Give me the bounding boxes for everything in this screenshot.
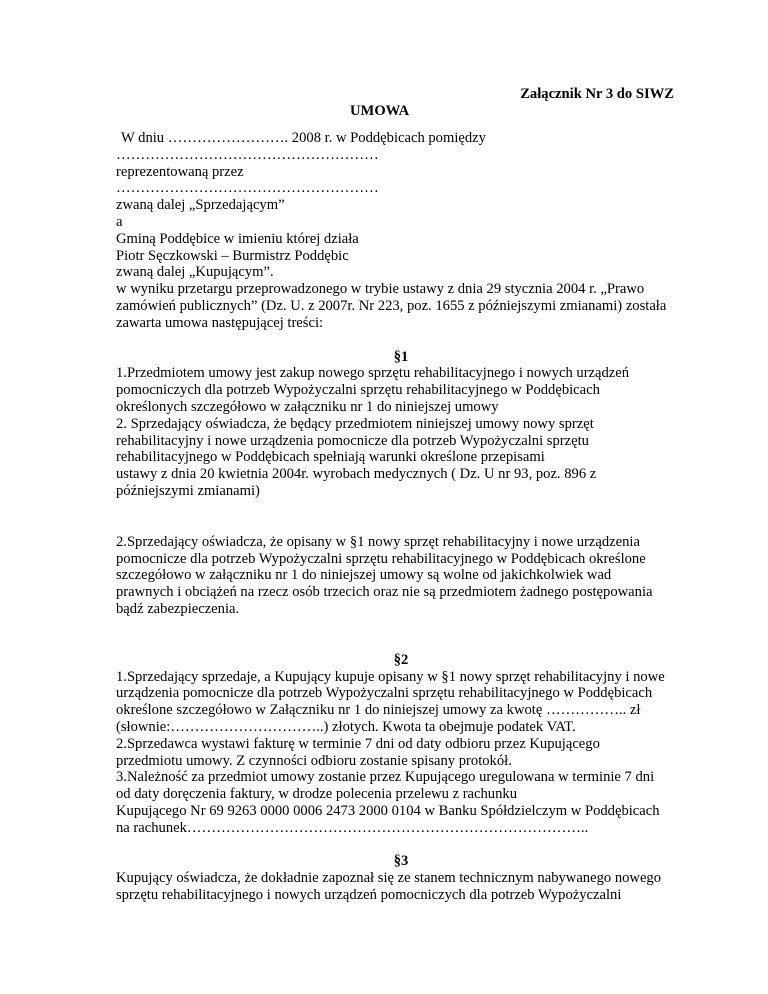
section-1-line: pomocniczych dla potrzeb Wypożyczalni sprzętu rehabilitacyjnego w Poddębicach [116, 382, 600, 399]
intro-line-tender-1: w wyniku przetargu przeprowadzonego w trybie ustawy z dnia 29 stycznia 2004 r. „Prawo [116, 281, 645, 298]
intro-line-mayor: Piotr Sęczkowski – Burmistrz Poddębic [116, 247, 349, 264]
section-1-p2-line: pomocnicze dla potrzeb Wypożyczalni sprzętu rehabilitacyjnego w Poddębicach określone [116, 550, 646, 567]
intro-line-tender-2: zamówień publicznych” (Dz. U. z 2007r. Nr 223, poz. 1655 z późniejszymi zmianami) została [116, 297, 667, 314]
section-2 [116, 652, 686, 837]
attachment-label: Załącznik Nr 3 do SIWZ [520, 86, 674, 102]
intro-line-represented: reprezentowaną przez [116, 163, 244, 180]
section-1-p2-line: prawnych i obciążeń na rzecz osób trzecich oraz nie są przedmiotem żadnego postępowania [116, 584, 653, 601]
section-3-line: sprzętu rehabilitacyjnego i nowych urządzeń pomocniczych dla potrzeb Wypożyczalni [116, 887, 622, 904]
intro-line-seller-blank: ……………………………………………… [116, 146, 379, 163]
section-2-line: na rachunek……………………………………………………………………….. [116, 819, 589, 836]
section-1 [116, 349, 686, 618]
section-1-p2-line: bądź zabezpieczenia. [116, 600, 240, 617]
section-3-heading: §3 [393, 853, 409, 870]
intro-line-date: W dniu ……………………. 2008 r. w Poddębicach pomiędzy [121, 130, 486, 146]
intro-line-buyer: Gminą Poddębice w imieniu której działa [116, 230, 359, 247]
intro-line-representative-blank: ……………………………………………… [116, 180, 379, 197]
document-body [116, 130, 686, 904]
section-2-line: 3.Należność za przedmiot umowy zostanie przez Kupującego uregulowana w terminie 7 dni [116, 769, 655, 786]
intro-line-and: a [116, 213, 123, 230]
section-1-line: rehabilitacyjny i nowe urządzenia pomocnicze dla potrzeb Wypożyczalni sprzętu [116, 432, 589, 449]
section-1-line: późniejszymi zmianami) [116, 482, 260, 499]
section-2-line: określone szczegółowo w Załączniku nr 1 do niniejszej umowy za kwotę …………….. zł [116, 702, 641, 719]
section-2-line: 2.Sprzedawca wystawi fakturę w terminie 7 dni od daty odbioru przez Kupującego [116, 735, 600, 752]
section-1-line: określonych szczegółowo w załączniku nr 1 do niniejszej umowy [116, 398, 499, 415]
section-1-p2-line: szczegółowo w załączniku nr 1 do niniejszej umowy są wolne od jakichkolwiek wad [116, 567, 612, 584]
document-title: UMOWA [350, 103, 410, 119]
section-3 [116, 853, 686, 903]
intro-line-seller-alias: zwaną dalej „Sprzedającym” [116, 197, 285, 214]
section-2-line: urządzenia pomocnicze dla potrzeb Wypożyczalni sprzętu rehabilitacyjnego w Poddębicach [116, 685, 653, 702]
section-1-line: 2. Sprzedający oświadcza, że będący przedmiotem niniejszej umowy nowy sprzęt [116, 415, 594, 432]
intro-line-buyer-alias: zwaną dalej „Kupującym”. [116, 264, 274, 281]
section-3-line: Kupujący oświadcza, że dokładnie zapoznał się ze stanem technicznym nabywanego nowego [116, 870, 662, 887]
section-2-line: przedmiotu umowy. Z czynności odbioru zostanie spisany protokół. [116, 752, 512, 769]
section-1-line: ustawy z dnia 20 kwietnia 2004r. wyrobach medycznych ( Dz. U nr 93, poz. 896 z [116, 466, 597, 483]
section-2-heading: §2 [393, 651, 409, 668]
intro-line-tender-3: zawarta umowa następującej treści: [116, 314, 324, 331]
section-2-line: od daty doręczenia faktury, w drodze polecenia przelewu z rachunku [116, 786, 517, 803]
intro-block [116, 130, 686, 332]
section-2-line: (słownie:…………………………..) złotych. Kwota ta obejmuje podatek VAT. [116, 718, 576, 735]
section-2-line: 1.Sprzedający sprzedaje, a Kupujący kupuje opisany w §1 nowy sprzęt rehabilitacyjny i nowe [116, 668, 665, 685]
section-1-line: rehabilitacyjnego w Poddębicach spełniają warunki określone przepisami [116, 449, 545, 466]
section-1-p2-line: 2.Sprzedający oświadcza, że opisany w §1 nowy sprzęt rehabilitacyjny i nowe urządzenia [116, 533, 640, 550]
section-1-heading: §1 [393, 348, 409, 365]
section-2-line: Kupującego Nr 69 9263 0000 0006 2473 2000 0104 w Banku Spółdzielczym w Poddębicach [116, 802, 660, 819]
section-1-line: 1.Przedmiotem umowy jest zakup nowego sprzętu rehabilitacyjnego i nowych urządzeń [116, 365, 630, 382]
